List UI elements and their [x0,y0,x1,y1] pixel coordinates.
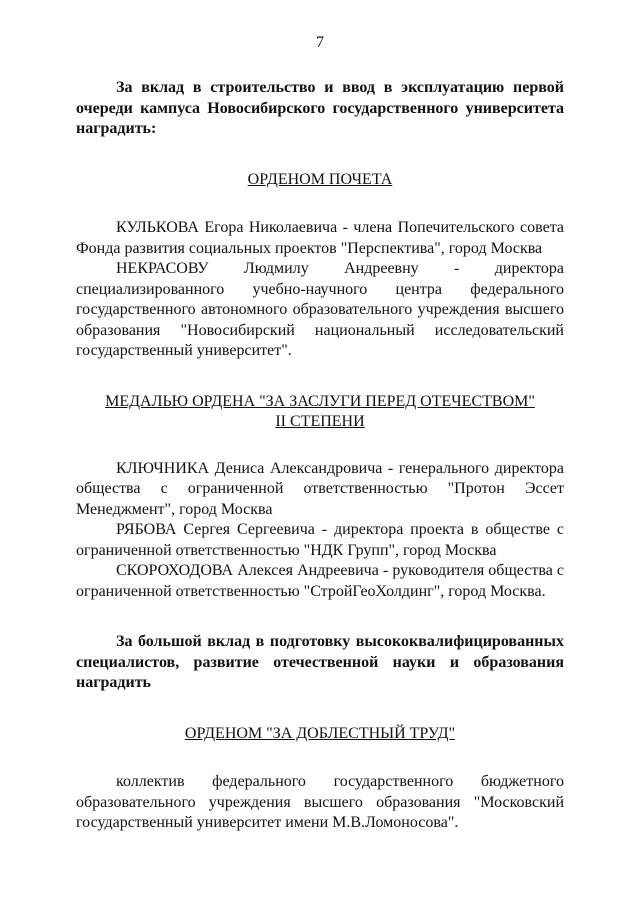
awardee-paragraph-kulkov: КУЛЬКОВА Егора Николаевича - члена Попечительского совета Фонда развития социальных проектов "Перспектива", город Москва [76,219,564,257]
award-heading-medal-of-merit [76,392,564,433]
awardee-paragraph-nekrasova: НЕКРАСОВУ Людмилу Андреевну - директора специализированного учебно-научного центра федерального государственного автономного образовательного учреждения высшего образования "Новосибирский национальный исследовательский государственный университет". [76,260,564,359]
award-intro-campus: За вклад в строительство и ввод в эксплуатацию первой очереди кампуса Новосибирского государственного университета наградить: [76,79,564,137]
award-intro-education: За большой вклад в подготовку высококвалифицированных специалистов, развитие отечественной науки и образования наградить [76,633,564,691]
awardee-paragraph-klyuchnik: КЛЮЧНИКА Дениса Александровича - генерального директора общества с ограниченной ответственностью "Протон Эссет Менеджмент", город Москва [76,459,564,518]
award-heading-text: ОРДЕНОМ "ЗА ДОБЛЕСТНЫЙ ТРУД" [184,724,456,742]
page-number: 7 [316,34,324,51]
award-heading-valiant-labor [76,724,564,745]
awardee-paragraph-skorokhodov: СКОРОХОДОВА Алексея Андреевича - руководителя общества с ограниченной ответственностью "СтройГеоХолдинг", город Москва. [76,562,564,600]
award-heading-degree: II СТЕПЕНИ [275,413,365,430]
awardee-paragraph-ryabov: РЯБОВА Сергея Сергеевича - директора проекта в обществе с ограниченной ответственностью "НДК Групп", город Москва [76,521,564,559]
award-heading-order-of-honor [76,170,564,191]
document-body [76,78,564,834]
awardee-paragraph-msu: коллектив федерального государственного бюджетного образовательного учреждения высшего образования "Московский государственный университет имени М.В.Ломоносова". [76,773,564,831]
award-heading-text: ОРДЕНОМ ПОЧЕТА [247,170,393,188]
award-heading-text: МЕДАЛЬЮ ОРДЕНА "ЗА ЗАСЛУГИ ПЕРЕД ОТЕЧЕСТВОМ" [105,392,535,410]
